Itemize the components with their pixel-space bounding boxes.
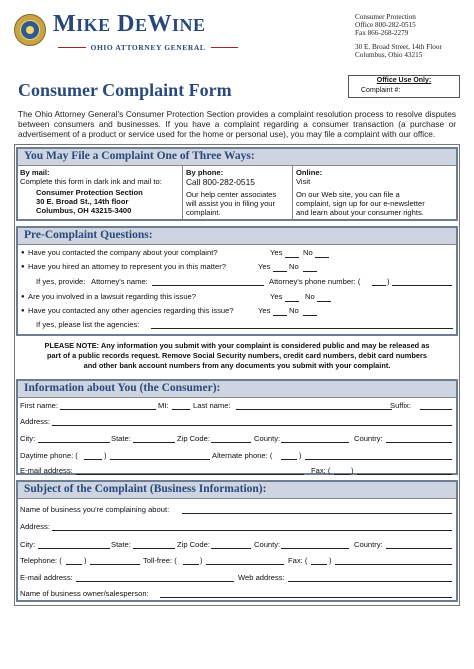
consumer-fax-area-code-field[interactable] bbox=[334, 474, 350, 475]
first-name-label: First name: bbox=[20, 401, 58, 410]
q3-yes-label: Yes bbox=[270, 292, 283, 301]
q3-no-blank[interactable] bbox=[317, 301, 331, 302]
business-heading: Subject of the Complaint (Business Information): bbox=[18, 482, 456, 499]
mail-address-3: Columbus, OH 43215-3400 bbox=[36, 206, 132, 215]
notice-line-1: PLEASE NOTE: Any information you submit with your complaint is considered public and may be released as bbox=[44, 341, 430, 350]
daytime-phone-paren: ) bbox=[104, 451, 107, 460]
consumer-address-label: Address: bbox=[20, 417, 50, 426]
consumer-city-label: City: bbox=[20, 434, 36, 443]
consumer-county-label: County: bbox=[254, 434, 281, 443]
q4-yes-label: Yes bbox=[258, 306, 271, 315]
mail-address-2: 30 E. Broad St., 14th floor bbox=[36, 197, 129, 206]
tollfree-label: Toll-free: ( bbox=[143, 556, 177, 565]
agencies-label: If yes, please list the agencies: bbox=[36, 320, 140, 329]
business-owner-field[interactable] bbox=[160, 597, 452, 598]
attorney-name-field[interactable] bbox=[152, 285, 264, 286]
bullet-icon: ● bbox=[21, 308, 25, 314]
notice-line-2: part of a public records request. Remove Social Security numbers, credit card numbers, debit card numbers bbox=[47, 351, 427, 360]
attorney-if-yes-label: If yes, provide: bbox=[36, 277, 86, 286]
q2-yes-blank[interactable] bbox=[273, 271, 287, 272]
q3-yes-blank[interactable] bbox=[285, 301, 299, 302]
q4-no-label: No bbox=[289, 306, 299, 315]
consumer-country-field[interactable] bbox=[386, 442, 452, 443]
bullet-icon: ● bbox=[21, 294, 25, 300]
daytime-area-code-field[interactable] bbox=[84, 459, 102, 460]
online-visit: Visit bbox=[296, 177, 311, 186]
phone-title: By phone: bbox=[186, 168, 224, 177]
consumer-state-label: State: bbox=[111, 434, 131, 443]
consumer-address-field[interactable] bbox=[52, 425, 452, 426]
question-other-agencies: Have you contacted any other agencies regarding this issue? bbox=[28, 306, 234, 315]
question-lawsuit: Are you involved in a lawsuit regarding this issue? bbox=[28, 292, 196, 301]
contact-line-4: 30 E. Broad Street, 14th Floor bbox=[355, 43, 442, 51]
daytime-phone-label: Daytime phone: ( bbox=[20, 451, 78, 460]
online-text-1: On our Web site, you can file a bbox=[296, 190, 400, 199]
q2-no-label: No bbox=[289, 262, 299, 271]
business-zip-label: Zip Code: bbox=[177, 540, 210, 549]
alternate-phone-field[interactable] bbox=[305, 459, 452, 460]
last-name-field[interactable] bbox=[236, 409, 392, 410]
contact-line-3: Fax 866-268-2279 bbox=[355, 29, 409, 37]
business-country-label: Country: bbox=[354, 540, 383, 549]
q2-no-blank[interactable] bbox=[303, 271, 317, 272]
office-use-heading: Office Use Only: bbox=[376, 77, 432, 84]
business-telephone-label: Telephone: ( bbox=[20, 556, 62, 565]
attorney-name-label: Attorney's name: bbox=[91, 277, 148, 286]
question-hired-attorney: Have you hired an attorney to represent you in this matter? bbox=[28, 262, 226, 271]
mail-title: By mail: bbox=[20, 168, 50, 177]
consumer-email-field[interactable] bbox=[76, 474, 304, 475]
q4-yes-blank[interactable] bbox=[273, 315, 287, 316]
consumer-email-label: E-mail address: bbox=[20, 466, 73, 475]
q1-yes-label: Yes bbox=[270, 248, 283, 257]
business-name-field[interactable] bbox=[182, 513, 452, 514]
consumer-heading: Information about You (the Consumer): bbox=[18, 381, 456, 398]
suffix-label: Suffix: bbox=[390, 401, 411, 410]
tollfree-area-code-field[interactable] bbox=[183, 564, 199, 565]
attorney-phone-field[interactable] bbox=[392, 285, 452, 286]
alternate-phone-label: Alternate phone: ( bbox=[212, 451, 273, 460]
phone-text-3: complaint. bbox=[186, 208, 221, 217]
business-web-field[interactable] bbox=[288, 581, 452, 582]
phone-number: Call 800-282-0515 bbox=[186, 177, 255, 187]
bullet-icon: ● bbox=[21, 264, 25, 270]
business-fax-paren: ) bbox=[329, 556, 332, 565]
contact-line-2: Office 800-282-0515 bbox=[355, 21, 416, 29]
business-name-label: Name of business you're complaining about: bbox=[20, 505, 170, 514]
consumer-section bbox=[16, 379, 458, 475]
consumer-fax-label: Fax: ( bbox=[311, 466, 331, 475]
tollfree-paren: ) bbox=[200, 556, 203, 565]
mi-field[interactable] bbox=[172, 409, 190, 410]
business-area-code-field[interactable] bbox=[66, 564, 82, 565]
business-email-field[interactable] bbox=[76, 581, 234, 582]
office-use-box bbox=[348, 75, 460, 98]
q1-no-label: No bbox=[303, 248, 313, 257]
business-county-field[interactable] bbox=[281, 548, 349, 549]
attorney-general-name: MIKE DEWINE bbox=[53, 11, 206, 37]
q1-yes-blank[interactable] bbox=[285, 257, 299, 258]
business-section bbox=[16, 480, 458, 602]
daytime-phone-field[interactable] bbox=[110, 459, 210, 460]
intro-paragraph: The Ohio Attorney General's Consumer Protection Section provides a complaint resolution process to resolve disputes between consumers and businesses. If you have a complaint regarding a consumer transaction (a purchase or advertisement of a product or service used for the home or personal use), you may file a complaint with our office. bbox=[18, 109, 456, 139]
business-country-field[interactable] bbox=[386, 548, 452, 549]
consumer-state-field[interactable] bbox=[133, 442, 175, 443]
business-city-label: City: bbox=[20, 540, 36, 549]
business-fax-field[interactable] bbox=[335, 564, 452, 565]
last-name-label: Last name: bbox=[193, 401, 231, 410]
notice-line-3: and other bank account numbers from any documents you submit with your complaint. bbox=[83, 361, 391, 370]
business-telephone-field[interactable] bbox=[90, 564, 140, 565]
ways-heading: You May File a Complaint One of Three Ways: bbox=[18, 149, 456, 166]
business-owner-label: Name of business owner/salesperson: bbox=[20, 589, 149, 598]
business-address-field[interactable] bbox=[52, 530, 452, 531]
business-telephone-paren: ) bbox=[84, 556, 87, 565]
online-title: Online: bbox=[296, 168, 323, 177]
q2-yes-label: Yes bbox=[258, 262, 271, 271]
q3-no-label: No bbox=[305, 292, 315, 301]
question-contacted-company: Have you contacted the company about your complaint? bbox=[28, 248, 218, 257]
divider bbox=[292, 166, 293, 219]
q4-no-blank[interactable] bbox=[303, 315, 317, 316]
business-email-label: E-mail address: bbox=[20, 573, 73, 582]
pre-complaint-heading: Pre-Complaint Questions: bbox=[18, 228, 456, 245]
alternate-phone-paren: ) bbox=[299, 451, 302, 460]
business-address-label: Address: bbox=[20, 522, 50, 531]
first-name-field[interactable] bbox=[60, 409, 156, 410]
alternate-area-code-field[interactable] bbox=[281, 459, 297, 460]
consumer-fax-field[interactable] bbox=[357, 474, 452, 475]
contact-line-1: Consumer Protection bbox=[355, 13, 416, 21]
consumer-city-field[interactable] bbox=[38, 442, 110, 443]
q1-no-blank[interactable] bbox=[315, 257, 329, 258]
business-state-field[interactable] bbox=[133, 548, 175, 549]
consumer-county-field[interactable] bbox=[281, 442, 349, 443]
bullet-icon: ● bbox=[21, 250, 25, 256]
consumer-zip-field[interactable] bbox=[211, 442, 251, 443]
business-county-label: County: bbox=[254, 540, 281, 549]
business-fax-label: Fax: ( bbox=[288, 556, 308, 565]
agencies-field[interactable] bbox=[151, 328, 453, 329]
business-city-field[interactable] bbox=[38, 548, 110, 549]
business-state-label: State: bbox=[111, 540, 131, 549]
online-text-3: and learn about your consumer rights. bbox=[296, 208, 424, 217]
phone-text-2: will assist you in filing your bbox=[186, 199, 276, 208]
business-fax-area-code-field[interactable] bbox=[311, 564, 327, 565]
attorney-phone-label: Attorney's phone number: ( bbox=[269, 277, 361, 286]
mi-label: MI: bbox=[158, 401, 169, 410]
attorney-phone-paren: ) bbox=[387, 277, 390, 286]
suffix-field[interactable] bbox=[420, 409, 452, 410]
business-web-label: Web address: bbox=[238, 573, 285, 582]
phone-text-1: Our help center associates bbox=[186, 190, 277, 199]
consumer-country-label: Country: bbox=[354, 434, 383, 443]
consumer-fax-paren: ) bbox=[351, 466, 354, 475]
online-text-2: complaint, sign up for our e-newsletter bbox=[296, 199, 425, 208]
form-title: Consumer Complaint Form bbox=[18, 80, 232, 100]
consumer-zip-label: Zip Code: bbox=[177, 434, 210, 443]
public-records-notice bbox=[20, 341, 454, 371]
complaint-number-label: Complaint #: bbox=[361, 87, 401, 94]
mail-address-1: Consumer Protection Section bbox=[36, 188, 143, 197]
ohio-attorney-general-seal-icon bbox=[14, 14, 46, 46]
attorney-area-code-field[interactable] bbox=[372, 285, 386, 286]
contact-line-5: Columbus, Ohio 43215 bbox=[355, 51, 423, 59]
attorney-general-subtitle: OHIO ATTORNEY GENERAL bbox=[58, 43, 238, 52]
business-zip-field[interactable] bbox=[211, 548, 251, 549]
tollfree-field[interactable] bbox=[206, 564, 284, 565]
mail-text: Complete this form in dark ink and mail to: bbox=[20, 177, 162, 186]
divider bbox=[182, 166, 183, 219]
